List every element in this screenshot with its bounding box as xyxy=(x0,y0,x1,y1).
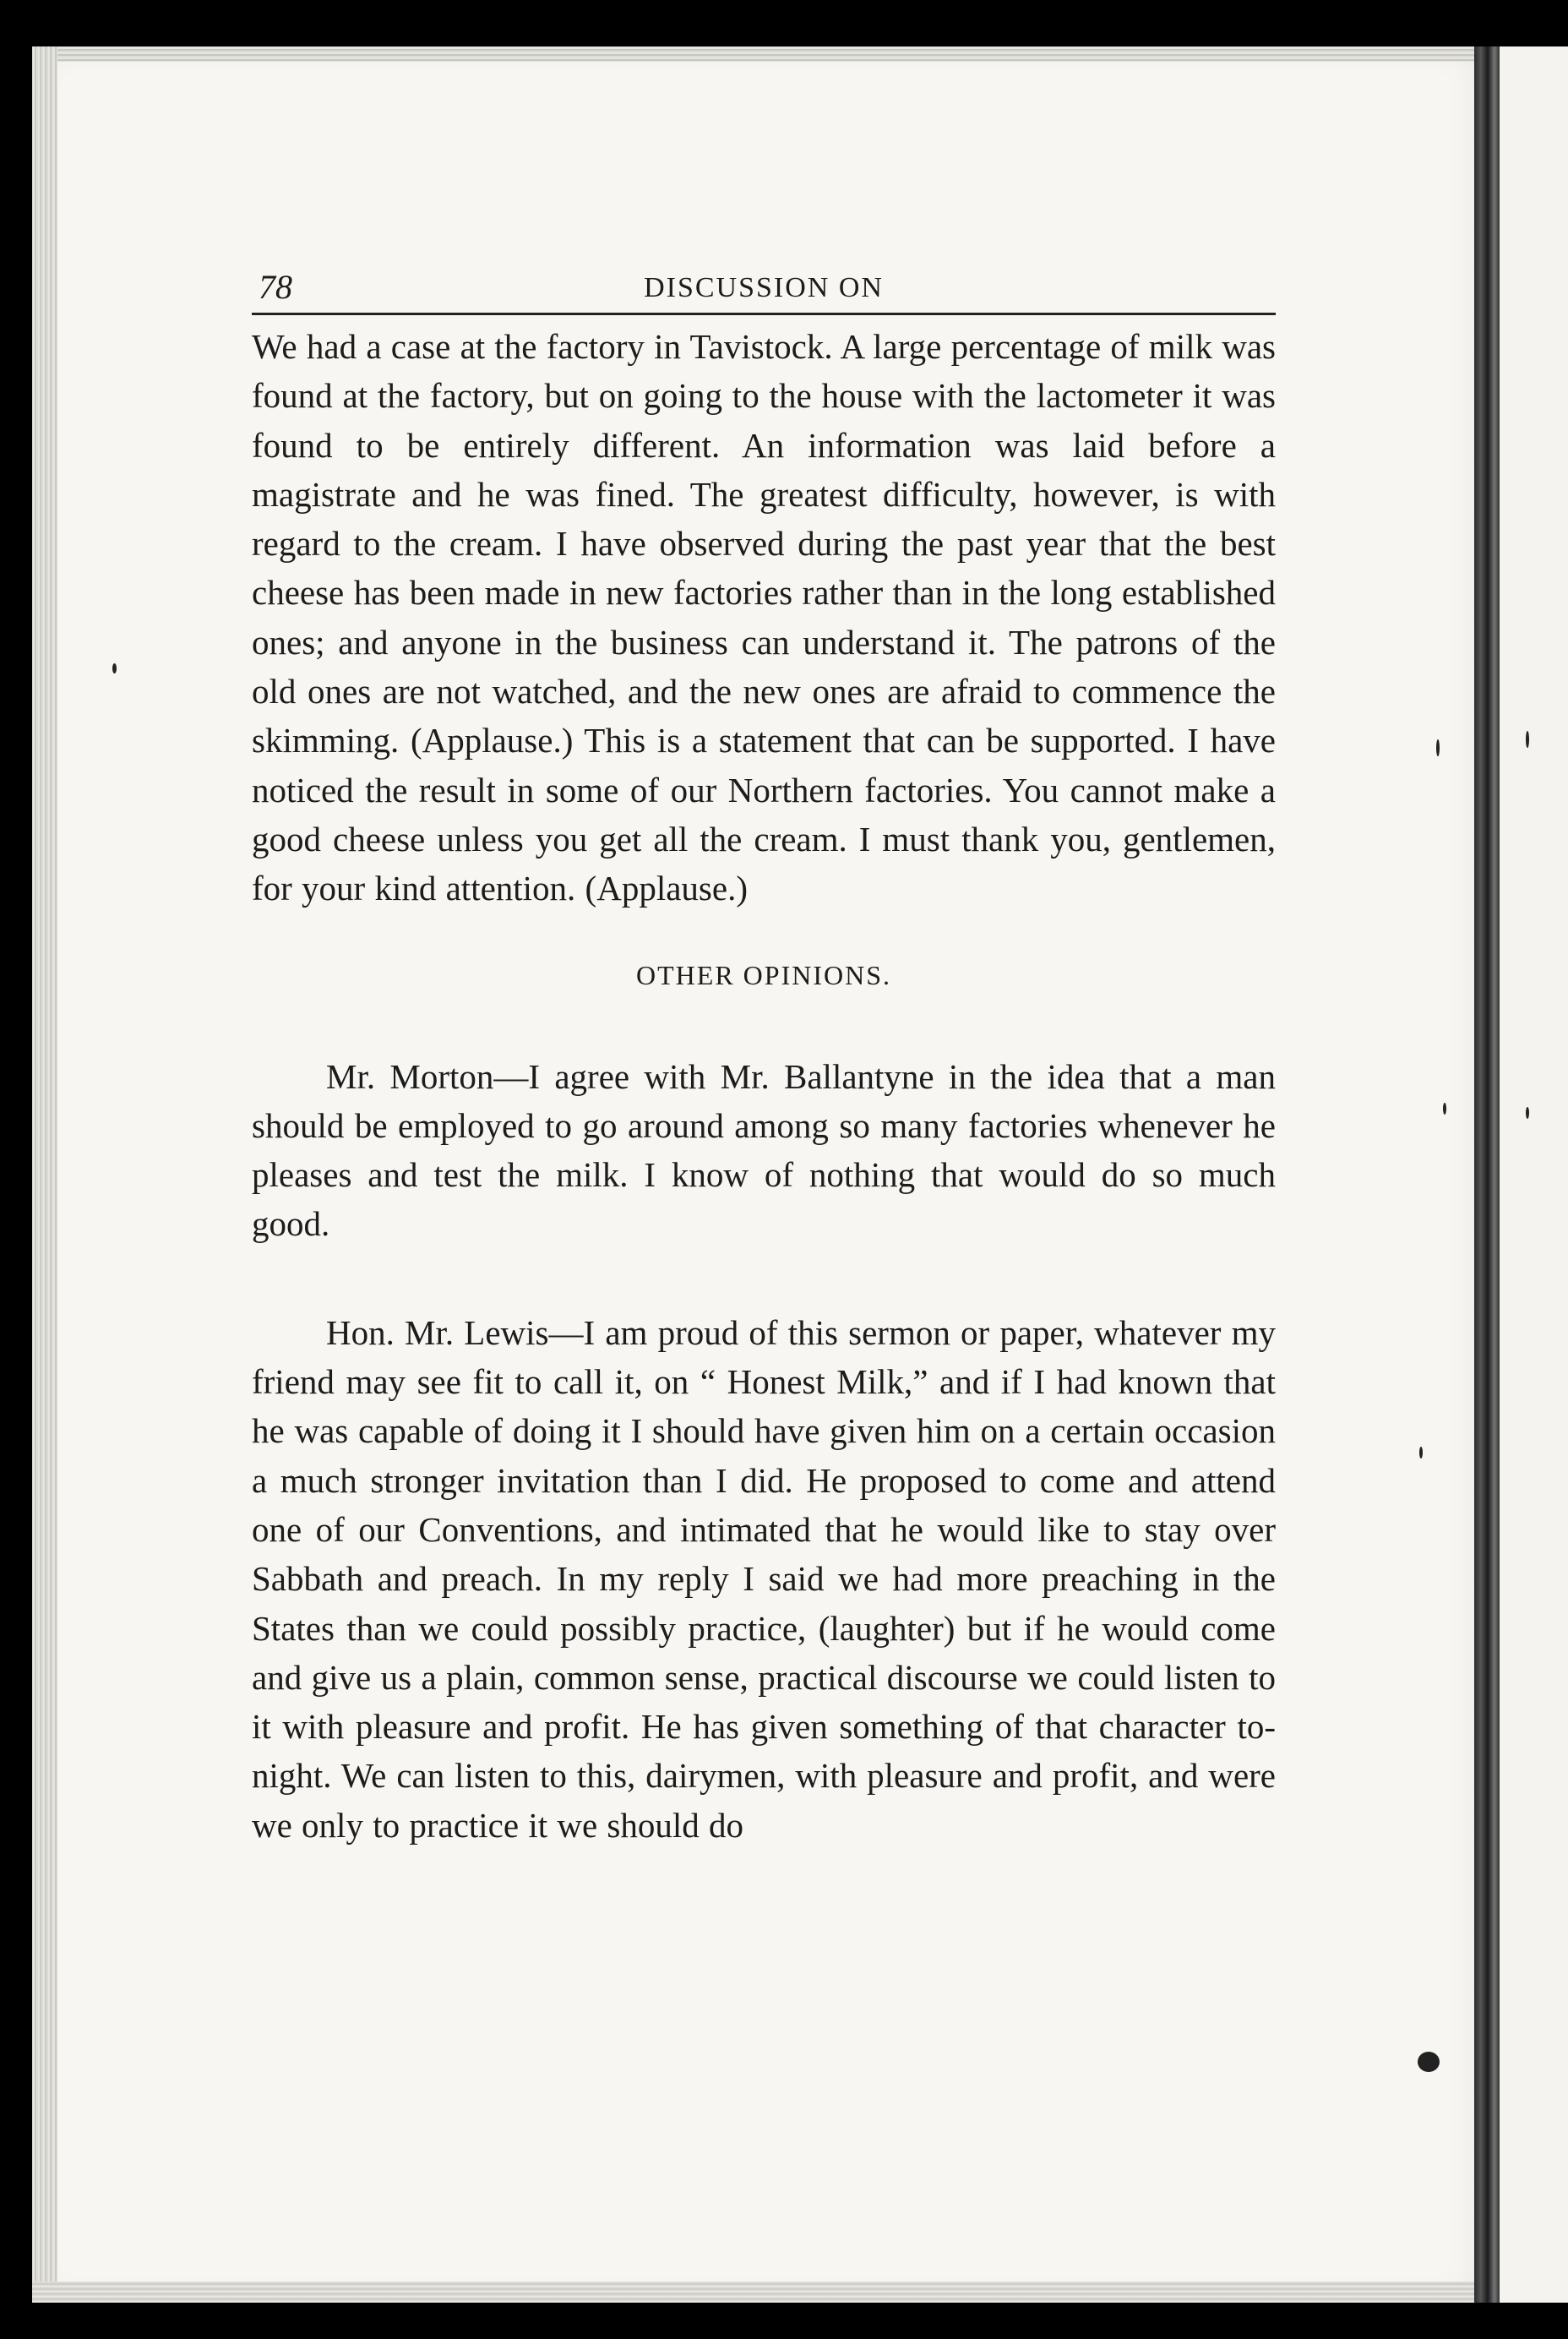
section-heading: OTHER OPINIONS. xyxy=(636,959,891,990)
facing-page-edge xyxy=(1500,46,1568,2303)
ink-speck xyxy=(112,663,117,673)
paragraph-gap xyxy=(252,1249,1276,1308)
ink-speck xyxy=(1526,1107,1529,1119)
ink-speck xyxy=(1436,739,1440,756)
ink-speck xyxy=(1443,1103,1446,1115)
running-head xyxy=(252,262,1276,315)
page-edge-bottom xyxy=(32,2282,1478,2303)
body-paragraph: Hon. Mr. Lewis—I am proud of this sermon or paper, whatever my friend may see fit to call it, on “ Honest Milk,” and if I had known that he was capable of doing it I should have given him on a certain occasion a much stronger invitation than I did. He proposed to come and attend one of our Conventions, and intimated that he would like to stay over Sabbath and preach. In my reply I said we had more preaching in the States than we could possibly practice, (laughter) but if he would come and give us a plain, common sense, practical discourse we could listen to it with pleasure and profit. He has given something of that character to-night. We can listen to this, dairymen, with pleasure and profit, and were we only to practice it we should do xyxy=(252,1312,1276,1845)
book-gutter xyxy=(1474,46,1500,2303)
ink-speck xyxy=(1419,1447,1423,1458)
page-number: 78 xyxy=(259,268,292,306)
ink-speck xyxy=(1418,2052,1440,2072)
body-paragraph: Mr. Morton—I agree with Mr. Ballantyne in the idea that a man should be employed to go around among so many factories whenever he pleases and test the milk. I know of nothing that would do so much good. xyxy=(252,1056,1276,1244)
ink-speck xyxy=(1526,731,1529,748)
page-edge-left xyxy=(32,46,57,2303)
running-head-title: DISCUSSION ON xyxy=(644,272,884,303)
body-paragraph: We had a case at the factory in Tavistock. A large percentage of milk was found at the factory, but on going to the house with the lactometer it was found to be entirely different. An information was laid before a magistrate and he was fined. The greatest difficulty, however, is with regard to the cream. I have observed during the past year that the best cheese has been made in new factories rather than in the long established ones; and anyone in the business can understand it. The patrons of the old ones are not watched, and the new ones are afraid to commence the skimming. (Applause.) This is a statement that can be supported. I have noticed the result in some of our Northern factories. You cannot make a good cheese unless you get all the cream. I must thank you, gentlemen, for your kind attention. (Applause.) xyxy=(252,327,1276,908)
page-content xyxy=(252,262,1276,1850)
page-edge-top xyxy=(32,46,1478,62)
